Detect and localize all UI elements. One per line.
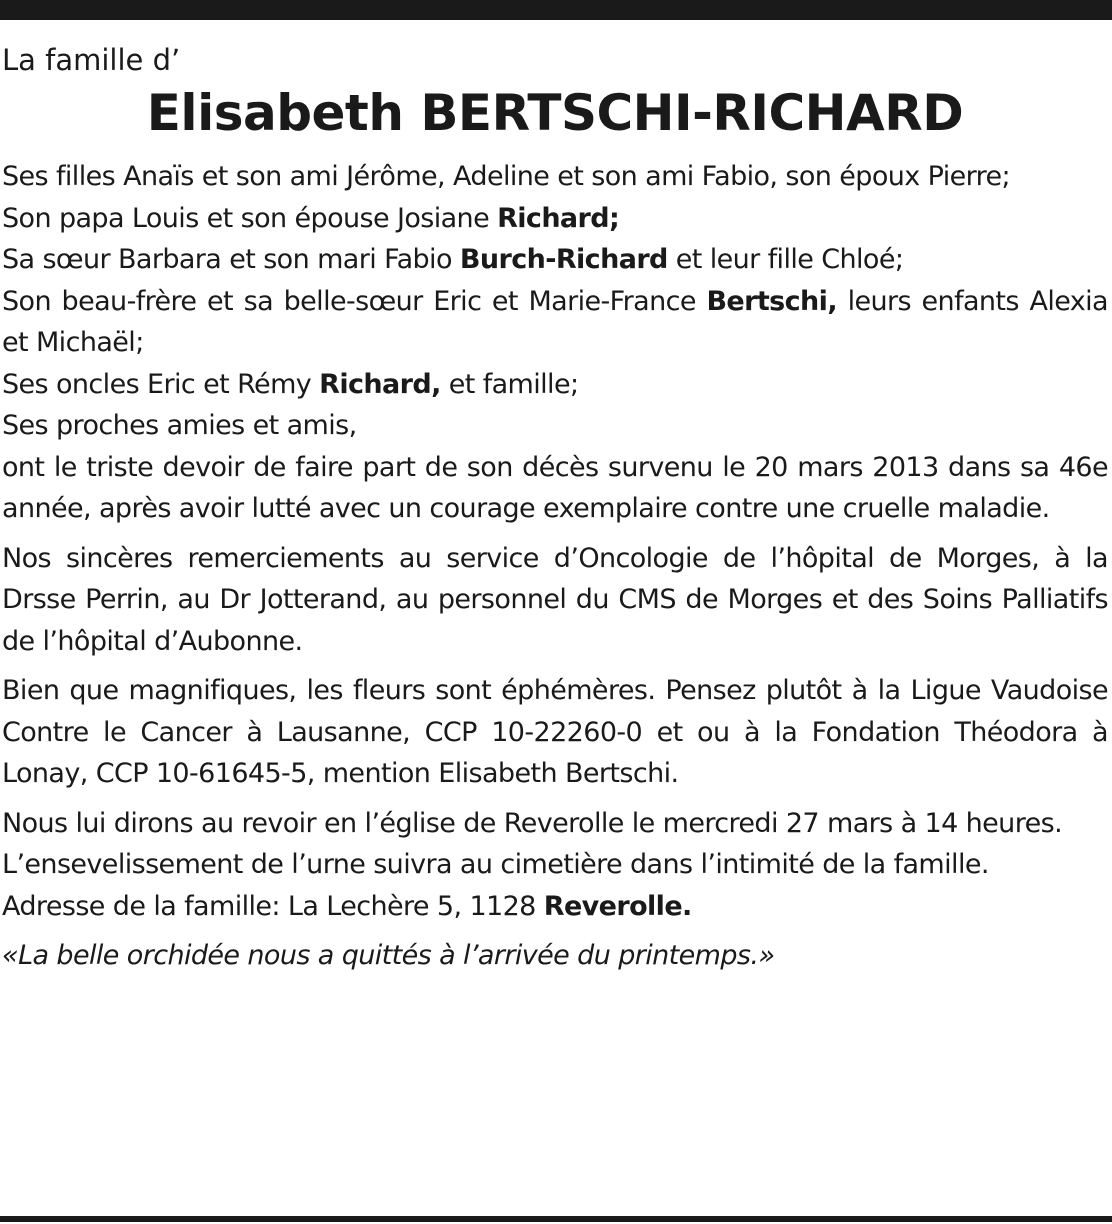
inlaws-text: Son beau-frère et sa belle-sœur Eric et Marie-France [2,285,707,317]
intro-text: La famille d’ [2,43,181,77]
inlaws-surname: Bertschi, [706,285,837,317]
father-surname: Richard; [497,202,620,234]
uncles-surname: Richard, [319,368,441,400]
uncles-text: Ses oncles Eric et Rémy [2,368,320,400]
top-rule [0,0,1112,20]
thanks-paragraph: Nos sincères remerciements au service d’Oncologie de l’hôpital de Morges, à la Drsse Perrin, au Dr Jotterand, au personnel du CMS de Morges et des Soins Palliatifs de l’hôpital d’Aubonne. [2,542,1108,657]
sister-text: Sa sœur Barbara et son mari Fabio [2,244,460,275]
sister-surname: Burch-Richard [459,244,668,275]
burial-paragraph: L’ensevelissement de l’urne suivra au cimetière dans l’intimité de la famille. [2,849,989,880]
farewell-paragraph: Nous lui dirons au revoir en l’église de Reverolle le mercredi 27 mars à 14 heures. [2,807,1063,839]
friends-line: Ses proches amies et amis, [2,410,357,441]
daughters-line: Ses filles Anaïs et son ami Jérôme, Adeline et son ami Fabio, son époux Pierre; [2,161,1011,192]
sister-tail: et leur fille Chloé; [667,244,904,275]
family-section [2,156,1108,530]
sister-line [2,239,1108,281]
closing-quote: «La belle orchidée nous a quittés à l’arrivée du printemps.» [2,940,775,971]
ceremony-section [2,803,1108,928]
donations-paragraph: Bien que magnifiques, les fleurs sont éphémères. Pensez plutôt à la Ligue Vaudoise Contre le Cancer à Lausanne, CCP 10-22260-0 et ou à la Fondation Théodora à Lonay, CCP 10-61645-5, mention Elisabeth Bertschi. [2,675,1108,789]
address-town: Reverolle. [543,890,692,922]
bottom-rule [0,1216,1112,1222]
deceased-name: Elisabeth BERTSCHI-RICHARD [146,84,964,142]
inlaws-tail: leurs enfants Alexia et Michaël; [2,285,1109,358]
address-text: Adresse de la famille: La Lechère 5, 1128 [2,890,544,922]
father-text: Son papa Louis et son épouse Josiane [2,202,498,234]
address-line [2,886,1108,928]
uncles-tail: et famille; [440,368,579,400]
father-line [2,198,1108,240]
announcement-paragraph: ont le triste devoir de faire part de son décès survenu le 20 mars 2013 dans sa 46e année, après avoir lutté avec un courage exemplaire contre une cruelle maladie. [2,451,1108,524]
obituary-notice [2,40,1108,977]
uncles-line [2,364,1108,406]
inlaws-line [2,281,1108,364]
